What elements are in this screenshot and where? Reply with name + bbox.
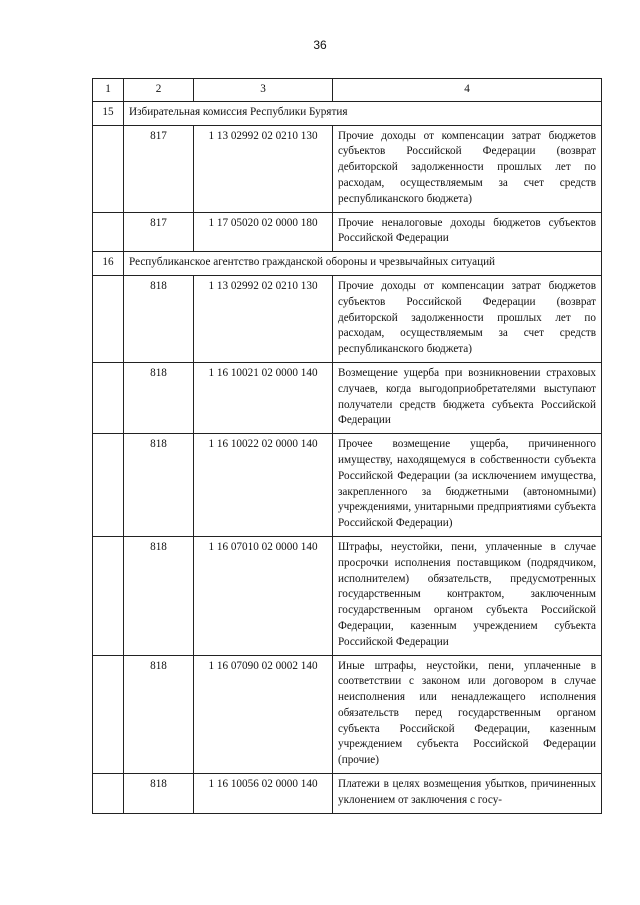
revenue-description-cell: Штрафы, неустойки, пени, уплаченные в случае просрочки исполнения поставщиком (подрядчиком, исполнителем) обязательств, предусмотренных государственным контрактом, заключенным государственным органом субъекта Российской Федерации, казенным учреждением субъекта Российской Федерации [333, 536, 602, 655]
revenue-description-cell: Иные штрафы, неустойки, пени, уплаченные в соответствии с законом или договором в случае неисполнения или ненадлежащего исполнения обязательств перед государственным органом субъекта Российской Федерации, казенным учреждением субъекта Российской Федерации (прочие) [333, 655, 602, 774]
admin-code-cell: 818 [124, 655, 194, 774]
empty-cell [93, 774, 124, 814]
empty-cell [93, 275, 124, 362]
section-title: Республиканское агентство гражданской обороны и чрезвычайных ситуаций [124, 252, 602, 276]
revenue-code-cell: 1 16 10056 02 0000 140 [194, 774, 333, 814]
budget-revenue-table [92, 78, 602, 814]
empty-cell [93, 434, 124, 537]
revenue-code-cell: 1 16 07010 02 0000 140 [194, 536, 333, 655]
empty-cell [93, 212, 124, 252]
column-header-2: 2 [124, 79, 194, 102]
empty-cell [93, 362, 124, 433]
admin-code-cell: 817 [124, 212, 194, 252]
revenue-description-cell: Платежи в целях возмещения убытков, причиненных уклонением от заключения с госу- [333, 774, 602, 814]
revenue-description-cell: Прочее возмещение ущерба, причиненного имуществу, находящемуся в собственности субъекта Российской Федерации (за исключением имущества, закрепленного за бюджетными (автономными) учреждениями, унитарными предприятиями субъекта Российской Федерации) [333, 434, 602, 537]
admin-code-cell: 818 [124, 774, 194, 814]
empty-cell [93, 536, 124, 655]
revenue-code-cell: 1 16 07090 02 0002 140 [194, 655, 333, 774]
section-index: 16 [93, 252, 124, 276]
column-header-1: 1 [93, 79, 124, 102]
admin-code-cell: 818 [124, 362, 194, 433]
revenue-code-cell: 1 13 02992 02 0210 130 [194, 125, 333, 212]
empty-cell [93, 125, 124, 212]
revenue-code-cell: 1 16 10021 02 0000 140 [194, 362, 333, 433]
admin-code-cell: 817 [124, 125, 194, 212]
empty-cell [93, 655, 124, 774]
revenue-description-cell: Прочие доходы от компенсации затрат бюджетов субъектов Российской Федерации (возврат дебиторской задолженности прошлых лет по расходам, осуществляемым за счет средств республиканского бюджета) [333, 275, 602, 362]
table-row [93, 655, 602, 774]
revenue-code-cell: 1 13 02992 02 0210 130 [194, 275, 333, 362]
column-header-3: 3 [194, 79, 333, 102]
revenue-code-cell: 1 16 10022 02 0000 140 [194, 434, 333, 537]
admin-code-cell: 818 [124, 536, 194, 655]
admin-code-cell: 818 [124, 275, 194, 362]
revenue-description-cell: Возмещение ущерба при возникновении страховых случаев, когда выгодоприобретателями выступают получатели средств бюджета субъекта Российской Федерации [333, 362, 602, 433]
table-row [93, 125, 602, 212]
admin-code-cell: 818 [124, 434, 194, 537]
table-row [93, 212, 602, 252]
section-row [93, 252, 602, 276]
page-number: 36 [313, 38, 327, 52]
table-row [93, 434, 602, 537]
section-row [93, 101, 602, 125]
table-header-row [93, 79, 602, 102]
table-row [93, 362, 602, 433]
revenue-code-cell: 1 17 05020 02 0000 180 [194, 212, 333, 252]
table-row [93, 536, 602, 655]
column-header-4: 4 [333, 79, 602, 102]
revenue-description-cell: Прочие неналоговые доходы бюджетов субъектов Российской Федерации [333, 212, 602, 252]
section-title: Избирательная комиссия Республики Бурятия [124, 101, 602, 125]
section-index: 15 [93, 101, 124, 125]
table-row [93, 774, 602, 814]
revenue-description-cell: Прочие доходы от компенсации затрат бюджетов субъектов Российской Федерации (возврат дебиторской задолженности прошлых лет по расходам, осуществляемым за счет средств республиканского бюджета) [333, 125, 602, 212]
table-row [93, 275, 602, 362]
